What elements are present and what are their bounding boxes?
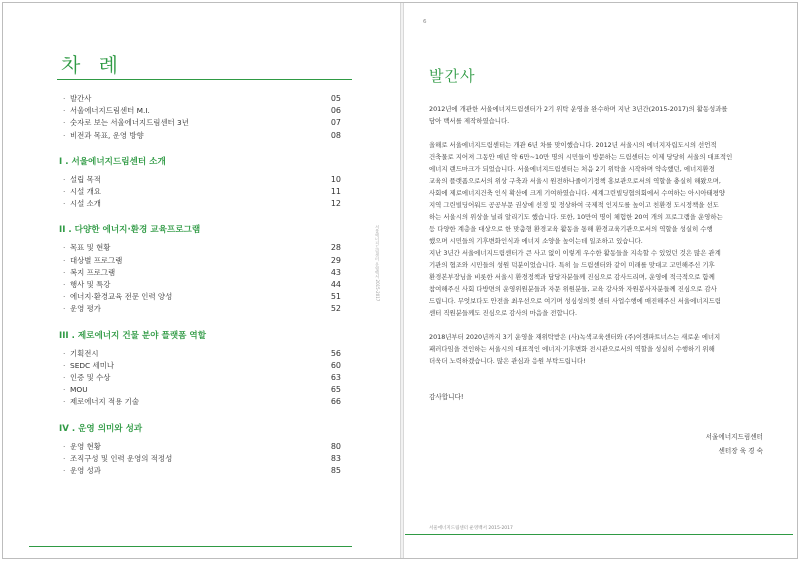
foreword-line: 지난 3년간 서울에너지드림센터가 큰 사고 없이 이렇게 우수한 활동들을 지속할 수 있었던 것은 많은 관계: [429, 249, 721, 257]
foreword-line: 담아 백서를 제작하였습니다.: [429, 117, 510, 125]
toc-entry-page: 07: [330, 118, 341, 128]
foreword-line: 2018년부터 2020년까지 3기 운영을 재위탁받은 (사)녹색교육센터와 (주)이젠파트너스는 새로운 에너지: [429, 333, 721, 341]
toc-entry-page: 51: [330, 292, 341, 302]
toc-bullet: ·: [63, 441, 66, 451]
foreword-heading: 발간사: [429, 67, 476, 85]
toc-entry[interactable]: [63, 186, 341, 198]
toc-entry[interactable]: [63, 279, 341, 291]
toc-bullet: ·: [63, 187, 66, 196]
foreword-line: 하는 서울시의 위상을 널리 알리기도 했습니다. 또한, 10만여 명이 체험한 20여 개의 프로그램을 운영하는: [429, 213, 723, 221]
toc-entry[interactable]: [63, 255, 341, 267]
signature-name: 센터장 육 경 숙: [718, 447, 763, 455]
toc-entry[interactable]: [63, 93, 341, 105]
toc-entry[interactable]: [63, 384, 341, 396]
foreword-line: 지역 그린빌딩어워드 공공부문 권상에 선정 및 정상하여 국제적 인지도를 높이고 친환경 도시정책을 선도: [429, 201, 719, 209]
toc-entry-label: 비전과 목표, 운영 방향: [70, 130, 144, 140]
toc-entry[interactable]: [63, 303, 341, 315]
toc-entry[interactable]: [63, 372, 341, 384]
foreword-line: 2012년에 개관한 서울에너지드림센터가 2기 위탁 운영을 완수하며 지난 3년간(2015-2017)의 활동성과를: [429, 105, 728, 113]
toc-entry-page: 06: [330, 106, 341, 116]
toc-entry-page: 43: [330, 267, 341, 277]
toc-entry-page: 05: [330, 94, 341, 103]
toc-entry-page: 28: [330, 243, 341, 253]
toc-entry-page: 11: [330, 187, 341, 196]
toc-bullet: ·: [63, 360, 66, 370]
toc-entry[interactable]: [63, 130, 341, 142]
toc-bullet: ·: [63, 280, 66, 289]
signature-organization: 서울에너지드림센터: [705, 433, 763, 441]
foreword-line: 기관의 협조와 시민들의 성원 덕분이었습니다. 특히 늘 드림센터와 같이 미래를 맞대고 고민해주신 기후: [429, 261, 715, 269]
toc-entry[interactable]: [63, 117, 341, 129]
toc-bullet: ·: [63, 174, 66, 184]
toc-entry[interactable]: [63, 174, 341, 186]
foreword-line: 했으며 시민들의 기후변화인식과 에너지 소양을 높이는데 일조하고 있습니다.: [429, 237, 643, 245]
toc-entry-label: 설립 목적: [70, 174, 101, 184]
toc-entry-label: 기획전시: [70, 348, 99, 358]
page-number: 6: [423, 19, 427, 25]
foreword-line: 사회에 제로에너지건축 인식 확산에 크게 기여하였습니다. 세계그린빌딩협의회에서 수여하는 아시아태평양: [429, 189, 726, 197]
footer-rule: [405, 534, 793, 535]
paragraph-gap: [429, 127, 783, 139]
foreword-body: [429, 103, 783, 367]
toc-entry[interactable]: [63, 267, 341, 279]
foreword-line: 건축물로 지어져 그동안 매년 약 6만~10만 명의 시민들이 방문하는 드림센터는 이제 당당히 서울의 대표적인: [429, 153, 733, 161]
toc-top-rule: [57, 79, 352, 80]
toc-entry-label: 대상별 프로그램: [70, 255, 123, 265]
toc-entry-page: 63: [330, 373, 341, 382]
toc-entry-label: 시설 개요: [70, 187, 101, 196]
toc-bullet: ·: [63, 255, 66, 265]
toc-section-title[interactable]: II . 다양한 에너지·환경 교육프로그램: [59, 225, 201, 236]
toc-entry-label: 행사 및 특강: [70, 280, 111, 289]
toc-entry[interactable]: [63, 291, 341, 303]
toc-entry-label: 숫자로 보는 서울에너지드림센터 3년: [70, 118, 189, 128]
toc-bullet: ·: [63, 397, 66, 407]
toc-entry-page: 85: [330, 466, 341, 475]
toc-entry-label: 운영 성과: [70, 466, 101, 475]
toc-entry-page: 83: [330, 453, 341, 463]
foreword-line: 올해로 서울에너지드림센터는 개관 6년 차를 맞이했습니다. 2012년 서울시의 에너지자립도시의 선언적: [429, 141, 717, 149]
toc-page: [3, 3, 399, 558]
toc-bullet: ·: [63, 118, 66, 128]
toc-section-title[interactable]: III . 제로에너지 건물 분야 플랫폼 역할: [59, 330, 207, 341]
toc-entry-label: 복지 프로그램: [70, 267, 116, 277]
toc-entry-page: 44: [330, 280, 341, 289]
toc-entry-label: 조직구성 및 인력 운영의 적정성: [70, 453, 173, 463]
foreword-page: [405, 3, 799, 558]
toc-entry-label: 인증 및 수상: [70, 373, 111, 382]
page-gutter: [400, 3, 404, 558]
toc-bullet: ·: [63, 130, 66, 140]
toc-bullet: ·: [63, 373, 66, 382]
toc-entry-page: 08: [330, 130, 341, 140]
toc-entry-label: 목표 및 현황: [70, 243, 111, 253]
toc-bullet: ·: [63, 94, 66, 103]
toc-bullet: ·: [63, 106, 66, 116]
toc-entry[interactable]: [63, 453, 341, 465]
toc-bullet: ·: [63, 267, 66, 277]
toc-entry-label: 제로에너지 적용 기술: [70, 397, 139, 407]
document-spread: [2, 2, 798, 559]
toc-entry[interactable]: [63, 348, 341, 360]
toc-bullet: ·: [63, 466, 66, 475]
toc-entry[interactable]: [63, 242, 341, 254]
toc-entry-label: 운영 평가: [70, 304, 101, 314]
toc-bullet: ·: [63, 292, 66, 302]
toc-title: 차 례: [61, 53, 124, 77]
toc-entry-label: 서울에너지드림센터 M.I.: [70, 106, 150, 116]
toc-entry[interactable]: [63, 396, 341, 408]
toc-entry-page: 60: [330, 360, 341, 370]
foreword-line: 등 다양한 계층을 대상으로 한 맞춤형 환경교육 활동을 통해 환경교육기관으로서의 역할을 성실히 수행: [429, 225, 713, 233]
toc-bullet: ·: [63, 348, 66, 358]
foreword-line: 환경본부장님을 비롯한 서울시 환경정책과 담당자분들께 진심으로 감사드리며, 운영에 적극적으로 함께: [429, 273, 715, 281]
foreword-line: 교육의 플랫폼으로서의 위상 구축과 서울시 원전하나줄이기정책 홍보관으로서의 역할을 충실히 해왔으며,: [429, 177, 721, 185]
toc-entry-page: 12: [330, 199, 341, 209]
toc-bullet: ·: [63, 304, 66, 314]
toc-entry-label: 발간사: [70, 94, 92, 103]
toc-bottom-rule: [29, 546, 352, 547]
toc-entry-label: MOU: [70, 385, 88, 395]
toc-entry-page: 80: [330, 441, 341, 451]
toc-entry-page: 56: [330, 348, 341, 358]
foreword-line: 더욱더 노력하겠습니다. 많은 관심과 응원 부탁드립니다!: [429, 357, 586, 365]
toc-section-title[interactable]: IV . 운영 의미와 성과: [59, 423, 143, 434]
foreword-line: 에너지 랜드마크가 되었습니다. 서울에너지드림센터는 처음 2기 위탁을 시작하며 약속했던, 에너지환경: [429, 165, 715, 173]
toc-entry-label: 에너지·환경교육 전문 인력 양성: [70, 292, 173, 302]
toc-bullet: ·: [63, 385, 66, 395]
toc-entry-page: 52: [330, 304, 341, 314]
toc-entry[interactable]: [63, 441, 341, 453]
foreword-line: 참여해주신 사회 다방면의 운영위원분들과 자문 위원분들, 교육 강사와 자원봉사자분들께 진심으로 감사: [429, 285, 717, 293]
toc-entry-page: 65: [330, 385, 341, 395]
foreword-line: 패러다임을 견인하는 서울시의 대표적인 에너지·기후변화 전시관으로서의 역할을 성실히 수행하기 위해: [429, 345, 715, 353]
foreword-closing: 감사합니다!: [429, 393, 464, 401]
toc-entry[interactable]: [63, 465, 341, 477]
foreword-line: 센터 직원분들께도 진심으로 감사의 마음을 전합니다.: [429, 309, 578, 317]
toc-entry-page: 10: [330, 174, 341, 184]
toc-entry[interactable]: [63, 105, 341, 117]
toc-entry[interactable]: [63, 360, 341, 372]
toc-entry-label: 운영 현황: [70, 441, 101, 451]
toc-entry-label: SEDC 세미나: [70, 360, 114, 370]
footer-text: 서울에너지드림센터 운영백서 2015-2017: [429, 526, 513, 531]
paragraph-gap: [429, 319, 783, 331]
toc-bullet: ·: [63, 199, 66, 209]
toc-bullet: ·: [63, 243, 66, 253]
toc-entry[interactable]: [63, 198, 341, 210]
toc-section-title[interactable]: I . 서울에너지드림센터 소개: [59, 156, 166, 167]
toc-bullet: ·: [63, 453, 66, 463]
toc-entry-label: 시설 소개: [70, 199, 101, 209]
toc-entry-page: 29: [330, 255, 341, 265]
toc-entry-page: 66: [330, 397, 341, 407]
spine-side-text: 서울에너지드림센터 운영백서 2015-2017: [375, 225, 380, 302]
foreword-line: 드립니다. 무엇보다도 안전을 최우선으로 여기며 성심성의껏 센터 사업수행에 매진해주신 서울에너지드림: [429, 297, 721, 305]
